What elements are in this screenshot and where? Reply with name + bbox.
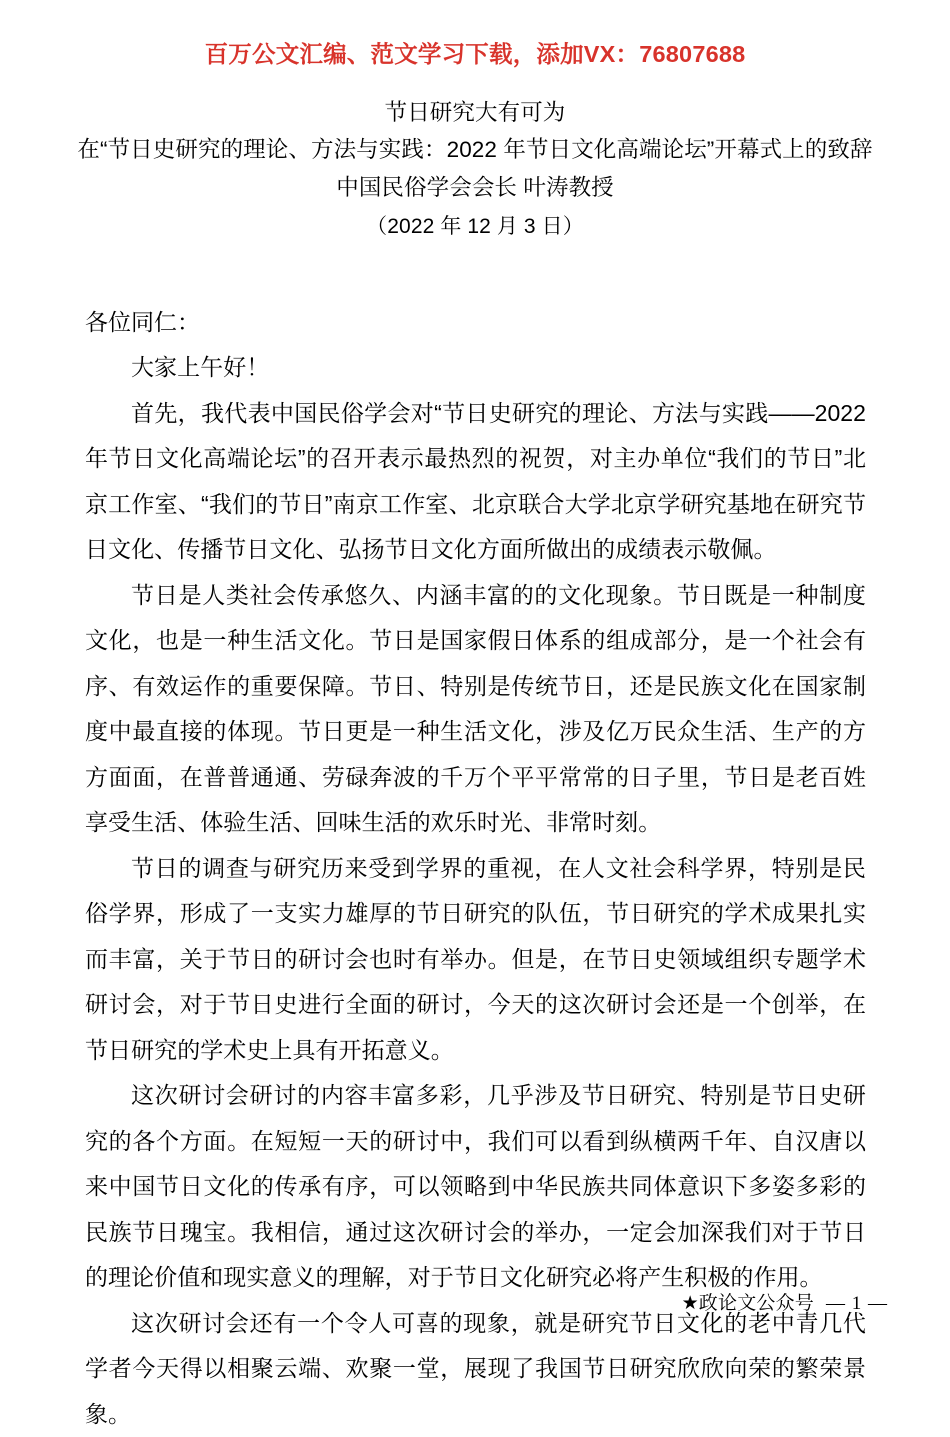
page-number: — 1 — [826, 1291, 888, 1317]
footer-publisher-mark: ★政论文公众号 [682, 1291, 814, 1317]
document-subtitle: 在“节日史研究的理论、方法与实践：2022 年节日文化高端论坛”开幕式上的致辞 [68, 131, 882, 168]
salutation: 各位同仁： [85, 300, 866, 345]
document-author: 中国民俗学会会长 叶涛教授 [68, 168, 882, 208]
document-date: （2022 年 12 月 3 日） [68, 208, 882, 246]
body-paragraph: 节日是人类社会传承悠久、内涵丰富的的文化现象。节日既是一种制度文化，也是一种生活文化。节日是国家假日体系的组成部分，是一个社会有序、有效运作的重要保障。节日、特别是传统节日，还是民族文化在国家制度中最直接的体现。节日更是一种生活文化，涉及亿万民众生活、生产的方方面面，在普普通通、劳碌奔波的千万个平平常常的日子里，节日是老百姓享受生活、体验生活、回味生活的欢乐时光、非常时刻。 [85, 573, 866, 846]
body-paragraph: 节日的调查与研究历来受到学界的重视，在人文社会科学界，特别是民俗学界，形成了一支实力雄厚的节日研究的队伍，节日研究的学术成果扎实而丰富，关于节日的研讨会也时有举办。但是，在节日史领域组织专题学术研讨会，对于节日史进行全面的研讨，今天的这次研讨会还是一个创举，在节日研究的学术史上具有开拓意义。 [85, 846, 866, 1074]
document-main-title: 节日研究大有可为 [68, 94, 882, 131]
body-paragraph: 首先，我代表中国民俗学会对“节日史研究的理论、方法与实践——2022年节日文化高端论坛”的召开表示最热烈的祝贺，对主办单位“我们的节日”北京工作室、“我们的节日”南京工作室、北京联合大学北京学研究基地在研究节日文化、传播节日文化、弘扬节日文化方面所做出的成绩表示敬佩。 [85, 391, 866, 573]
body-paragraph: 大家上午好！ [85, 345, 866, 391]
document-body [85, 300, 866, 1437]
footer-content [682, 1291, 888, 1317]
promo-watermark-text: 百万公文汇编、范文学习下载，添加VX：76807688 [0, 42, 950, 68]
body-paragraph: 这次研讨会研讨的内容丰富多彩，几乎涉及节日研究、特别是节日史研究的各个方面。在短短一天的研讨中，我们可以看到纵横两千年、自汉唐以来中国节日文化的传承有序，可以领略到中华民族共同体意识下多姿多彩的民族节日瑰宝。我相信，通过这次研讨会的举办，一定会加深我们对于节日的理论价值和现实意义的理解，对于节日文化研究必将产生积极的作用。 [85, 1073, 866, 1301]
page-footer [0, 1291, 950, 1321]
document-title-block [68, 94, 882, 246]
body-paragraph: 这次研讨会还有一个令人可喜的现象，就是研究节日文化的老中青几代学者今天得以相聚云端、欢聚一堂，展现了我国节日研究欣欣向荣的繁荣景象。 [85, 1301, 866, 1437]
